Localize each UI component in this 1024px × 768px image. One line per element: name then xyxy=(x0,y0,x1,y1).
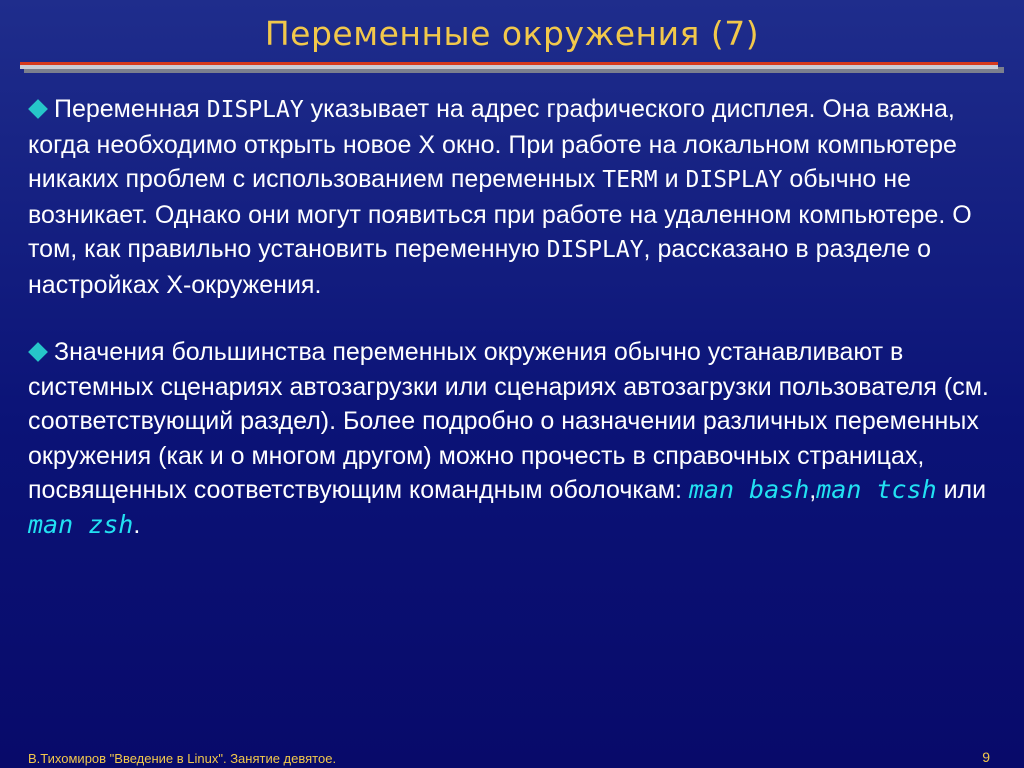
slide-body xyxy=(28,92,1004,542)
command-man-zsh: man zsh xyxy=(28,509,134,539)
paragraph-text: . xyxy=(133,510,141,539)
code-display: DISPLAY xyxy=(546,237,644,263)
footer-caption: В.Тихомиров "Введение в Linux". Занятие девятое. xyxy=(28,751,337,766)
code-display: DISPLAY xyxy=(206,97,304,123)
diamond-bullet-icon xyxy=(28,99,48,119)
title-underline xyxy=(20,62,1004,74)
code-term: TERM xyxy=(602,167,658,193)
paragraph-text: или xyxy=(936,476,987,504)
paragraph-env-values xyxy=(28,335,1004,542)
paragraph-text: Значения большинства переменных окружения обычно устанавливают в системных сценариях автозагрузки или сценариях автозагрузки пользователя (см. соответствующий раздел). Более подробно о назначении различных переменных окружения (как и о многом другом) можно прочесть в справочных страницах, посвященных соответствующим командным оболочкам: xyxy=(28,338,989,504)
page-number: 9 xyxy=(982,749,990,765)
code-display: DISPLAY xyxy=(685,167,783,193)
paragraph-text: и xyxy=(657,165,686,193)
paragraph-text: обычно не возникает. Однако они могут появиться при работе на удаленном компьютере. О том, как правильно установить переменную xyxy=(28,165,972,263)
slide-title: Переменные окружения (7) xyxy=(264,14,760,53)
paragraph-text: , рассказано в разделе о настройках X-окружения. xyxy=(28,235,932,299)
paragraph-text: Переменная xyxy=(54,95,207,123)
paragraph-display xyxy=(28,92,1004,302)
command-man-tcsh: man tcsh xyxy=(816,475,937,504)
diamond-bullet-icon xyxy=(28,342,48,362)
paragraph-text: , xyxy=(809,476,817,504)
paragraph-text: указывает на адрес графического дисплея. Она важна, когда необходимо открыть новое X окно. При работе на локальном компьютере никаких проблем с использованием переменных xyxy=(28,95,957,193)
command-man-bash: man bash xyxy=(688,475,810,504)
